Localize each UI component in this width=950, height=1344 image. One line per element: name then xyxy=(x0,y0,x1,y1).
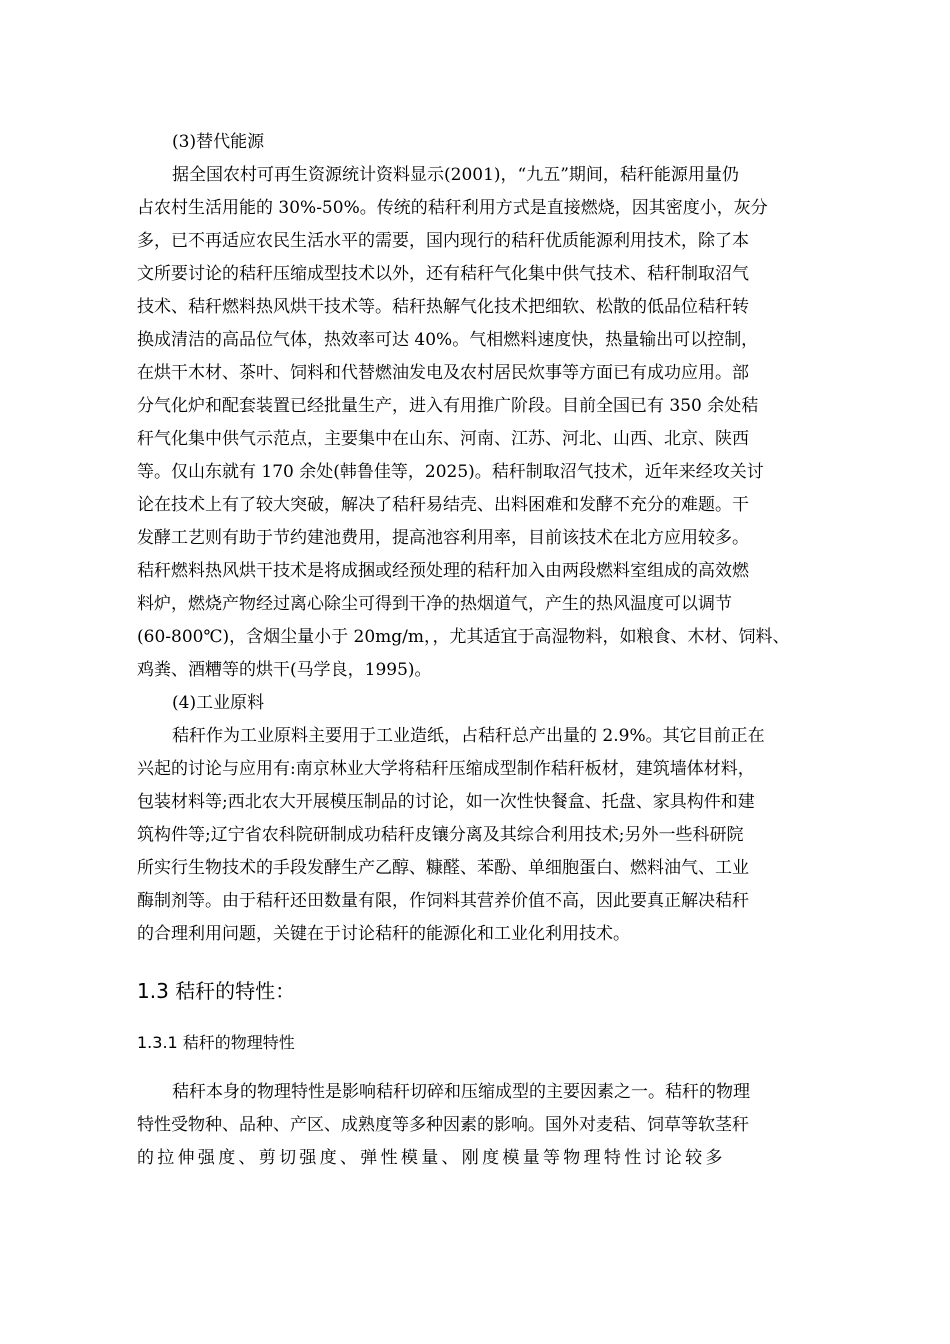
paragraph-line: 秸秆作为工业原料主要用于工业造纸，占秸秆总产出量的 2.9%。其它目前正在 xyxy=(172,726,765,746)
paragraph-line: 占农村生活用能的 30%-50%。传统的秸秆利用方式是直接燃烧，因其密度小，灰分 xyxy=(137,198,768,218)
paragraph-line: 多，已不再适应农民生活水平的需要，国内现行的秸秆优质能源利用技术，除了本 xyxy=(137,231,749,251)
paragraph-line: 料炉，燃烧产物经过离心除尘可得到干净的热烟道气，产生的热风温度可以调节 xyxy=(137,594,732,614)
subsection-heading-industrial: (4)工业原料 xyxy=(172,693,265,713)
section-heading-1-3: 1.3 秸秆的特性： xyxy=(137,979,296,1003)
subsection-heading-alt-energy: (3)替代能源 xyxy=(172,132,265,152)
paragraph-line: 包装材料等;西北农大开展模压制品的讨论，如一次性快餐盒、托盘、家具构件和建 xyxy=(137,792,755,812)
paragraph-line: 酶制剂等。由于秸秆还田数量有限，作饲料其营养价值不高，因此要真正解决秸秆 xyxy=(137,891,749,911)
paragraph-line: 特性受物种、品种、产区、成熟度等多种因素的影响。国外对麦秸、饲草等软茎秆 xyxy=(137,1115,749,1135)
paragraph-line: 换成清洁的高品位气体，热效率可达 40%。气相燃料速度快，热量输出可以控制， xyxy=(137,330,759,350)
paragraph-line: 秸秆燃料热风烘干技术是将成捆或经预处理的秸秆加入由两段燃料室组成的高效燃 xyxy=(137,561,749,581)
paragraph-line: 秆气化集中供气示范点，主要集中在山东、河南、江苏、河北、山西、北京、陕西 xyxy=(137,429,749,449)
paragraph-line: 所实行生物技术的手段发酵生产乙醇、糠醛、苯酚、单细胞蛋白、燃料油气、工业 xyxy=(137,858,749,878)
paragraph-line: 在烘干木材、茶叶、饲料和代替燃油发电及农村居民炊事等方面已有成功应用。部 xyxy=(137,363,749,383)
paragraph-line: 等。仅山东就有 170 余处(韩鲁佳等，2025)。秸秆制取沼气技术，近年来经攻关讨 xyxy=(137,462,764,482)
paragraph-line: 发酵工艺则有助于节约建池费用，提高池容利用率，目前该技术在北方应用较多。 xyxy=(137,528,749,548)
paragraph-line: 论在技术上有了较大突破，解决了秸秆易结壳、出料困难和发酵不充分的难题。干 xyxy=(137,495,749,515)
paragraph-line: 分气化炉和配套装置已经批量生产，进入有用推广阶段。目前全国已有 350 余处秸 xyxy=(137,396,759,416)
paragraph-line: 技术、秸秆燃料热风烘干技术等。秸秆热解气化技术把细软、松散的低品位秸秆转 xyxy=(137,297,749,317)
paragraph-line: 文所要讨论的秸秆压缩成型技术以外，还有秸秆气化集中供气技术、秸秆制取沼气 xyxy=(137,264,749,284)
section-heading-1-3-1: 1.3.1 秸秆的物理特性 xyxy=(137,1033,295,1052)
paragraph-line: 的合理利用问题，关键在于讨论秸秆的能源化和工业化利用技术。 xyxy=(137,924,630,944)
paragraph-line: 筑构件等;辽宁省农科院研制成功秸秆皮镶分离及其综合利用技术;另外一些科研院 xyxy=(137,825,744,845)
paragraph-line: 鸡粪、酒糟等的烘干(马学良，1995)。 xyxy=(137,660,432,680)
paragraph-line: (60-800℃)，含烟尘量小于 20mg/m，，尤其适宜于高湿物料，如粮食、木材、饲料、 xyxy=(137,627,790,647)
paragraph-line: 秸秆本身的物理特性是影响秸秆切碎和压缩成型的主要因素之一。秸秆的物理 xyxy=(172,1082,750,1102)
paragraph-line: 据全国农村可再生资源统计资料显示(2001)，“九五”期间，秸秆能源用量仍 xyxy=(172,165,739,185)
paragraph-line: 的拉伸强度、剪切强度、弹性模量、刚度模量等物理特性讨论较多 xyxy=(137,1148,726,1168)
paragraph-line: 兴起的讨论与应用有:南京林业大学将秸秆压缩成型制作秸秆板材，建筑墙体材料， xyxy=(137,759,755,779)
